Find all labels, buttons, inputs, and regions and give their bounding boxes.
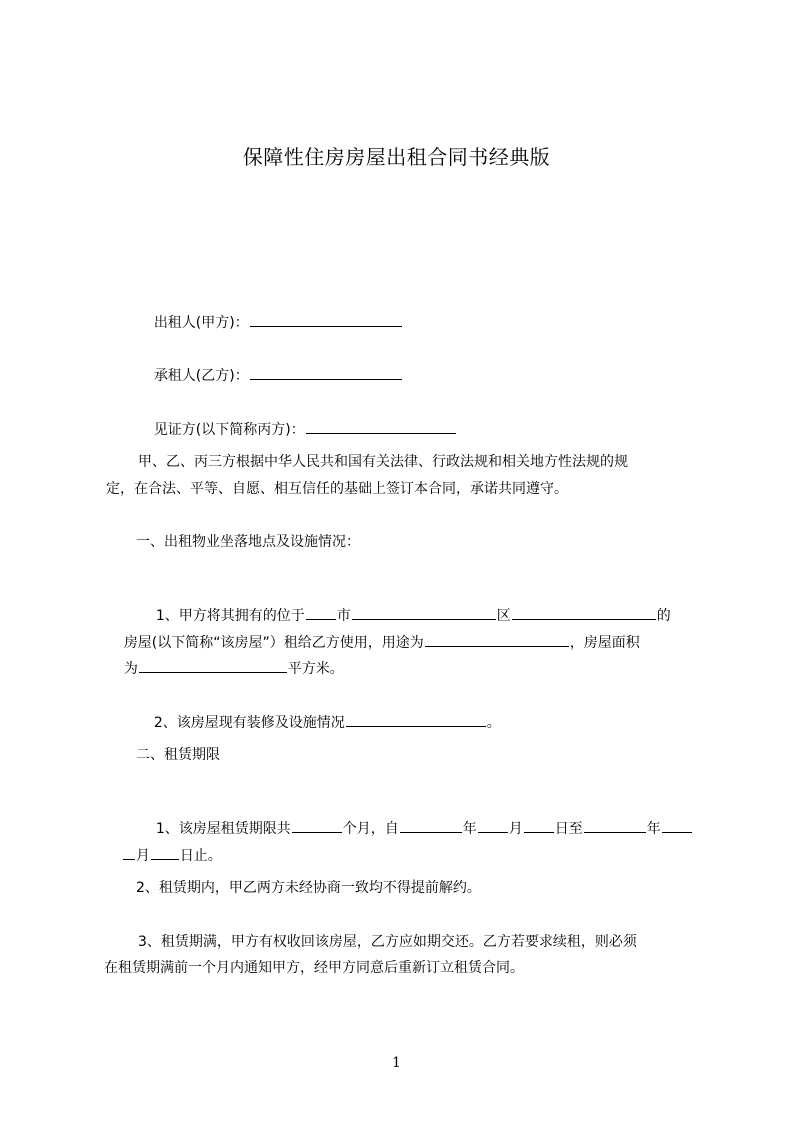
section1-heading: 一、出租物业坐落地点及设施情况：	[136, 534, 360, 550]
start-day-blank[interactable]	[524, 818, 554, 833]
intro-line-1: 甲、乙、丙三方根据中华人民共和国有关法律、行政法规和相关地方性法规的规	[138, 454, 628, 470]
witness-label: 见证方(以下简称丙方)：	[153, 422, 305, 438]
intro-line-2: 定，在合法、平等、自愿、相互信任的基础上签订本合同，承诺共同遵守。	[106, 481, 568, 497]
lessee-label: 承租人(乙方)：	[153, 368, 249, 384]
item-text: 1、该房屋租赁期限共	[155, 821, 291, 837]
month-label: 月	[508, 821, 523, 837]
item-text: 2、该房屋现有装修及设施情况	[153, 715, 345, 731]
months-blank[interactable]	[292, 818, 342, 833]
lessee-line	[136, 345, 403, 406]
end-month-blank-start[interactable]	[662, 818, 692, 833]
area-blank[interactable]	[139, 658, 287, 673]
facilities-blank[interactable]	[346, 712, 486, 727]
item-text: 房屋(以下简称“该房屋”）租给乙方使用，用途为	[123, 635, 424, 651]
section2-item1-line2	[104, 825, 222, 886]
usage-blank[interactable]	[425, 632, 569, 647]
district-label: 区	[496, 608, 511, 624]
city-label: 市	[336, 608, 351, 624]
item-text: 。	[486, 715, 501, 731]
item-text: 的	[656, 608, 671, 624]
item-text: 个月，自	[342, 821, 399, 837]
lessor-label: 出租人(甲方)：	[153, 315, 249, 331]
year-label: 年	[462, 821, 477, 837]
year-label: 年	[646, 821, 661, 837]
witness-blank[interactable]	[306, 419, 456, 434]
item-text: 日止。	[179, 848, 222, 864]
page-number: 1	[392, 1055, 401, 1071]
item-text: 1、甲方将其拥有的位于	[155, 608, 305, 624]
lessor-line	[136, 292, 403, 353]
start-month-blank[interactable]	[478, 818, 508, 833]
item-text: 日至	[554, 821, 583, 837]
section1-item1-line3	[106, 638, 344, 699]
section2-item3-line1: 3、租赁期满，甲方有权收回该房屋，乙方应如期交还。乙方若要求续租，则必须	[138, 934, 637, 950]
section1-item2	[136, 692, 501, 753]
area-unit: 平方米。	[287, 661, 344, 677]
month-label: 月	[135, 848, 150, 864]
lessor-blank[interactable]	[250, 312, 402, 327]
end-month-blank-cont[interactable]	[123, 845, 135, 860]
lessee-blank[interactable]	[250, 365, 402, 380]
witness-line	[136, 399, 457, 460]
section2-heading: 二、租赁期限	[136, 747, 220, 763]
document-title: 保障性住房房屋出租合同书经典版	[242, 145, 551, 169]
item-text: 为	[123, 661, 138, 677]
item-text: ，房屋面积	[569, 635, 640, 651]
section2-item2: 2、租赁期内，甲乙两方未经协商一致均不得提前解约。	[136, 880, 481, 896]
start-year-blank[interactable]	[400, 818, 462, 833]
end-day-blank[interactable]	[151, 845, 179, 860]
end-year-blank[interactable]	[584, 818, 646, 833]
section2-item3-line2: 在租赁期满前一个月内通知甲方，经甲方同意后重新订立租赁合同。	[104, 960, 524, 976]
